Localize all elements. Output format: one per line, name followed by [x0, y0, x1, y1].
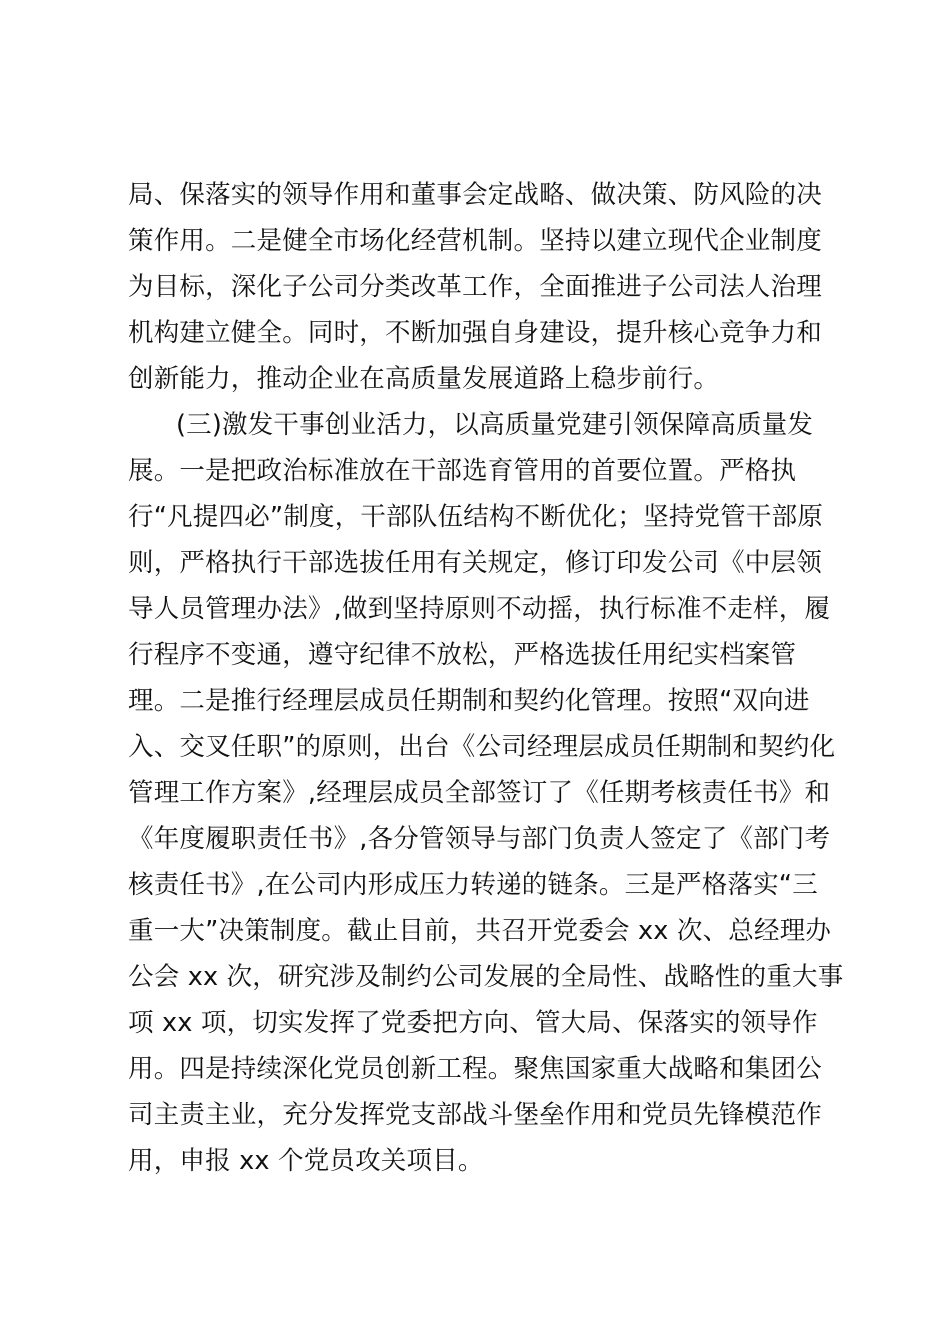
- paragraph-line: 行程序不变通，遵守纪律不放松，严格选拔任用纪实档案管: [128, 640, 797, 670]
- paragraph-line: 导人员管理办法》,做到坚持原则不动摇，执行标准不走样，履: [128, 594, 831, 624]
- paragraph-line: (三)激发干事创业活力，以高质量党建引领保障高质量发: [176, 410, 814, 440]
- paragraph-line: 项 xx 项，切实发挥了党委把方向、管大局、保落实的领导作: [128, 1008, 818, 1038]
- paragraph-line: 则，严格执行干部选拔任用有关规定，修订印发公司《中层领: [128, 548, 822, 578]
- paragraph-line: 核责任书》,在公司内形成压力转递的链条。三是严格落实“三: [128, 870, 818, 900]
- paragraph-line: 公会 xx 次，研究涉及制约公司发展的全局性、战略性的重大事: [128, 962, 844, 992]
- paragraph-line: 行“凡提四必”制度，干部队伍结构不断优化；坚持党管干部原: [128, 502, 824, 532]
- paragraph-line: 理。二是推行经理层成员任期制和契约化管理。按照“双向进: [128, 686, 810, 716]
- paragraph-line: 局、保落实的领导作用和董事会定战略、做决策、防风险的决: [128, 180, 822, 210]
- paragraph-line: 用。四是持续深化党员创新工程。聚焦国家重大战略和集团公: [128, 1054, 822, 1084]
- paragraph-line: 展。一是把政治标准放在干部选育管用的首要位置。严格执: [128, 456, 797, 486]
- paragraph-line: 机构建立健全。同时，不断加强自身建设，提升核心竞争力和: [128, 318, 822, 348]
- paragraph-line: 重一大”决策制度。截止目前，共召开党委会 xx 次、总经理办: [128, 916, 832, 946]
- paragraph-line: 用，申报 xx 个党员攻关项目。: [128, 1146, 484, 1176]
- paragraph-line: 策作用。二是健全市场化经营机制。坚持以建立现代企业制度: [128, 226, 822, 256]
- paragraph-line: 《年度履职责任书》,各分管领导与部门负责人签定了《部门考: [128, 824, 831, 854]
- paragraph-line: 创新能力，推动企业在高质量发展道路上稳步前行。: [128, 364, 720, 394]
- paragraph-line: 司主责主业，充分发挥党支部战斗堡垒作用和党员先锋模范作: [128, 1100, 822, 1130]
- paragraph-line: 入、交叉任职”的原则，出台《公司经理层成员任期制和契约化: [128, 732, 836, 762]
- paragraph-line: 为目标，深化子公司分类改革工作，全面推进子公司法人治理: [128, 272, 822, 302]
- paragraph-line: 管理工作方案》,经理层成员全部签订了《任期考核责任书》和: [128, 778, 831, 808]
